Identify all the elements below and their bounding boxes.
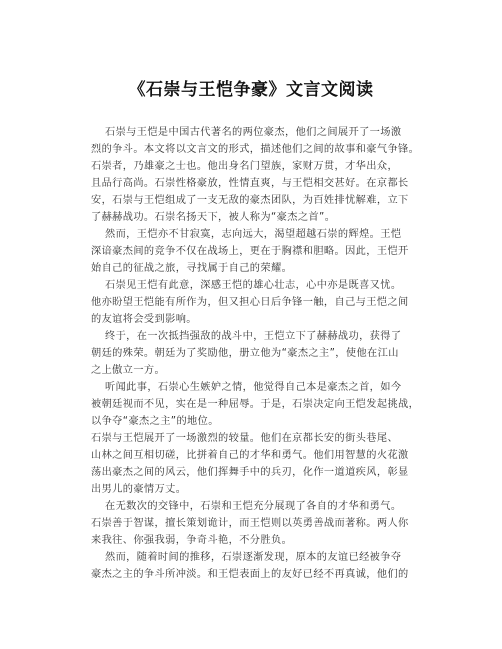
body-line: 朝廷的殊荣。朝廷为了奖励他，册立他为“豪杰之主”，使他在江山 xyxy=(91,348,399,359)
body-line: 安，石崇与王恺组成了一支无敌的豪杰团队，为百姓排忧解难，立下 xyxy=(91,195,409,206)
body-line: 终于，在一次抵挡强敌的战斗中，王恺立下了赫赫战功，获得了 xyxy=(105,331,402,342)
body-line: 被朝廷视而不见，实在是一种屈辱。于是，石崇决定向王恺发起挑战， xyxy=(91,399,420,410)
body-line: 石崇者，乃雄豪之士也。他出身名门望族，家财万贯，才华出众， xyxy=(91,161,399,172)
body-line: 之上傲立一方。 xyxy=(91,365,166,376)
body-line: 以争夺“豪杰之主”的地位。 xyxy=(91,416,219,427)
body-line: 出男儿的豪情万丈。 xyxy=(91,484,187,495)
body-line: 石崇善于智谋，擅长策划诡计，而王恺则以英勇善战而著称。两人你 xyxy=(91,518,409,529)
body-line: 然而，王恺亦不甘寂寞，志向远大，渴望超越石崇的辉煌。王恺 xyxy=(105,229,402,240)
body-line: 豪杰之主的争斗所冲淡。和王恺表面上的友好已经不再真诚，他们的 xyxy=(91,569,409,580)
body-line: 石崇与王恺是中国古代著名的两位豪杰，他们之间展开了一场激 xyxy=(105,127,402,138)
body-line: 石崇与王恺展开了一场激烈的较量。他们在京都长安的街头巷尾、 xyxy=(91,433,399,444)
body-line: 且品行高尚。石崇性格豪放，性情直爽，与王恺相交甚好。在京都长 xyxy=(91,178,409,189)
body-line: 烈的争斗。本文将以文言文的形式，描述他们之间的故事和豪气争锋。 xyxy=(91,144,420,155)
body-line: 山林之间互相切磋，比拼着自己的才华和勇气。他们用智慧的火花激 xyxy=(91,450,409,461)
document-title: 《石崇与王恺争豪》文言文阅读 xyxy=(128,80,374,100)
body-line: 他亦盼望王恺能有所作为，但又担心日后争锋一触，自己与王恺之间 xyxy=(91,297,409,308)
body-line: 然而，随着时间的推移，石崇逐渐发现，原本的友谊已经被争夺 xyxy=(105,552,402,563)
body-line: 在无数次的交锋中，石崇和王恺充分展现了各自的才华和勇气。 xyxy=(105,501,402,512)
body-line: 听闻此事，石崇心生嫉妒之情，他觉得自己本是豪杰之首，如今 xyxy=(105,382,402,393)
body-line: 深谙豪杰间的竞争不仅在战场上，更在于胸襟和胆略。因此，王恺开 xyxy=(91,246,409,257)
body-line: 了赫赫战功。石崇名扬天下，被人称为“豪杰之首”。 xyxy=(91,212,336,223)
body-line: 来我往、你强我弱，争奇斗艳，不分胜负。 xyxy=(91,535,293,546)
body-line: 荡出豪杰之间的风云，他们挥舞手中的兵刃，化作一道道疾风，彰显 xyxy=(91,467,409,478)
body-line: 始自己的征战之旅，寻找属于自己的荣耀。 xyxy=(91,263,293,274)
body-line: 的友谊将会受到影响。 xyxy=(91,314,197,325)
body-line: 石崇见王恺有此意，深感王恺的雄心壮志，心中亦是既喜又忧。 xyxy=(105,280,402,291)
